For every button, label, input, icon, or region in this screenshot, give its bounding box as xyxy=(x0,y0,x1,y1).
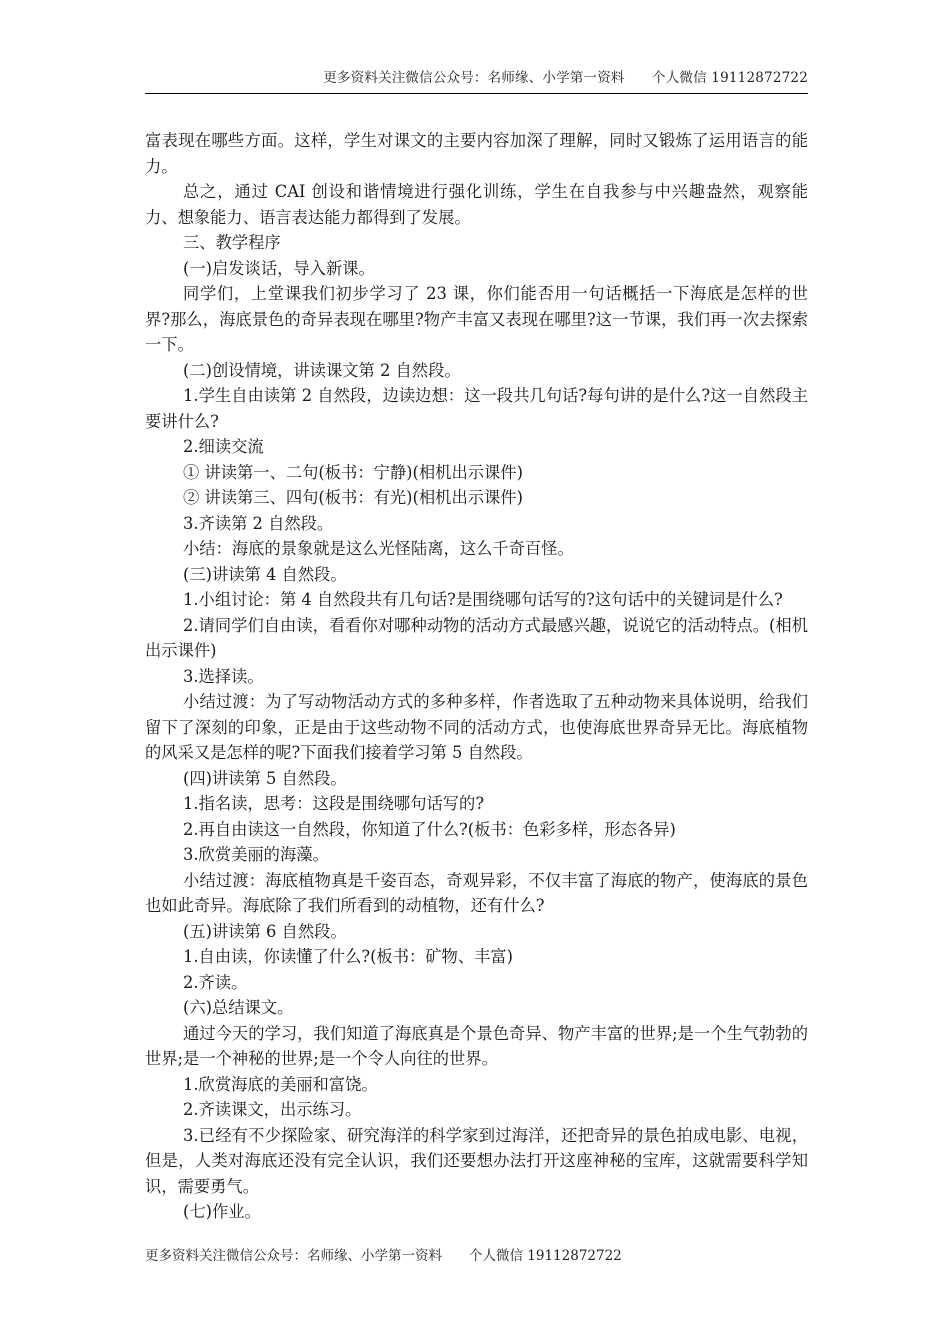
page-header: 更多资料关注微信公众号：名师缘、小学第一资料 个人微信 19112872722 xyxy=(145,66,808,94)
paragraph: 通过今天的学习，我们知道了海底真是个景色奇异、物产丰富的世界;是一个生气勃勃的世界;是一个神秘的世界;是一个令人向往的世界。 xyxy=(145,1023,808,1068)
paragraph: (五)讲读第 6 自然段。 xyxy=(183,921,347,941)
paragraph: 1.自由读，你读懂了什么?(板书：矿物、丰富) xyxy=(183,947,514,966)
paragraph: 1.指名读，思考：这段是围绕哪句话写的? xyxy=(183,794,485,813)
paragraph: 小结：海底的景象就是这么光怪陆离，这么千奇百怪。 xyxy=(183,539,574,558)
paragraph: (二)创设情境，讲读课文第 2 自然段。 xyxy=(183,360,461,380)
paragraph: 2.齐读课文，出示练习。 xyxy=(183,1100,362,1119)
paragraph: ② 讲读第三、四句(板书：有光)(相机出示课件) xyxy=(183,488,523,507)
paragraph: 三、教学程序 xyxy=(183,233,281,252)
paragraph: 富表现在哪些方面。这样，学生对课文的主要内容加深了理解，同时又锻炼了运用语言的能力。 xyxy=(145,131,808,176)
paragraph: (三)讲读第 4 自然段。 xyxy=(183,564,347,584)
paragraph: 3.齐读第 2 自然段。 xyxy=(183,513,334,533)
paragraph: 2.请同学们自由读，看看你对哪种动物的活动方式最感兴趣，说说它的活动特点。(相机出示课件) xyxy=(145,615,808,660)
page-footer: 更多资料关注微信公众号：名师缘、小学第一资料 个人微信 19112872722 xyxy=(145,1248,622,1264)
paragraph: 3.已经有不少探险家、研究海洋的科学家到过海洋，还把奇异的景色拍成电影、电视，但是，人类对海底还没有完全认识，我们还要想办法打开这座神秘的宝库，这就需要科学知识，需要勇气。 xyxy=(145,1125,808,1196)
paragraph: (七)作业。 xyxy=(183,1202,261,1221)
paragraph: 2.再自由读这一自然段，你知道了什么?(板书：色彩多样，形态各异) xyxy=(183,819,676,839)
paragraph: 2.齐读。 xyxy=(183,972,248,992)
paragraph: 小结过渡：海底植物真是千姿百态，奇观异彩，不仅丰富了海底的物产，使海底的景色也如此奇异。海底除了我们所看到的动植物，还有什么? xyxy=(145,870,808,915)
paragraph: 总之，通过 CAI 创设和谐情境进行强化训练，学生在自我参与中兴趣盎然，观察能力、想象能力、语言表达能力都得到了发展。 xyxy=(145,182,808,227)
paragraph: 3.选择读。 xyxy=(183,666,264,686)
document-body xyxy=(145,128,808,1225)
paragraph: 1.小组讨论：第 4 自然段共有几句话?是围绕哪句话写的?这句话中的关键词是什么? xyxy=(183,590,783,609)
paragraph: 2.细读交流 xyxy=(183,437,264,456)
paragraph: 1.学生自由读第 2 自然段，边读边想：这一段共几句话?每句讲的是什么?这一自然段主要讲什么? xyxy=(145,386,808,431)
paragraph: 3.欣赏美丽的海藻。 xyxy=(183,845,329,864)
paragraph: (四)讲读第 5 自然段。 xyxy=(183,768,347,788)
paragraph: 同学们，上堂课我们初步学习了 23 课，你们能否用一句话概括一下海底是怎样的世界?那么，海底景色的奇异表现在哪里?物产丰富又表现在哪里?这一节课，我们再一次去探索一下。 xyxy=(145,284,808,354)
paragraph: (一)启发谈话，导入新课。 xyxy=(183,258,375,278)
paragraph: (六)总结课文。 xyxy=(183,998,294,1017)
paragraph: 小结过渡：为了写动物活动方式的多种多样，作者选取了五种动物来具体说明，给我们留下了深刻的印象，正是由于这些动物不同的活动方式，也使海底世界奇异无比。海底植物的风采又是怎样的呢?下面我们接着学习第 5 自然段。 xyxy=(145,692,808,762)
paragraph: ① 讲读第一、二句(板书：宁静)(相机出示课件) xyxy=(183,462,523,482)
paragraph: 1.欣赏海底的美丽和富饶。 xyxy=(183,1074,378,1094)
